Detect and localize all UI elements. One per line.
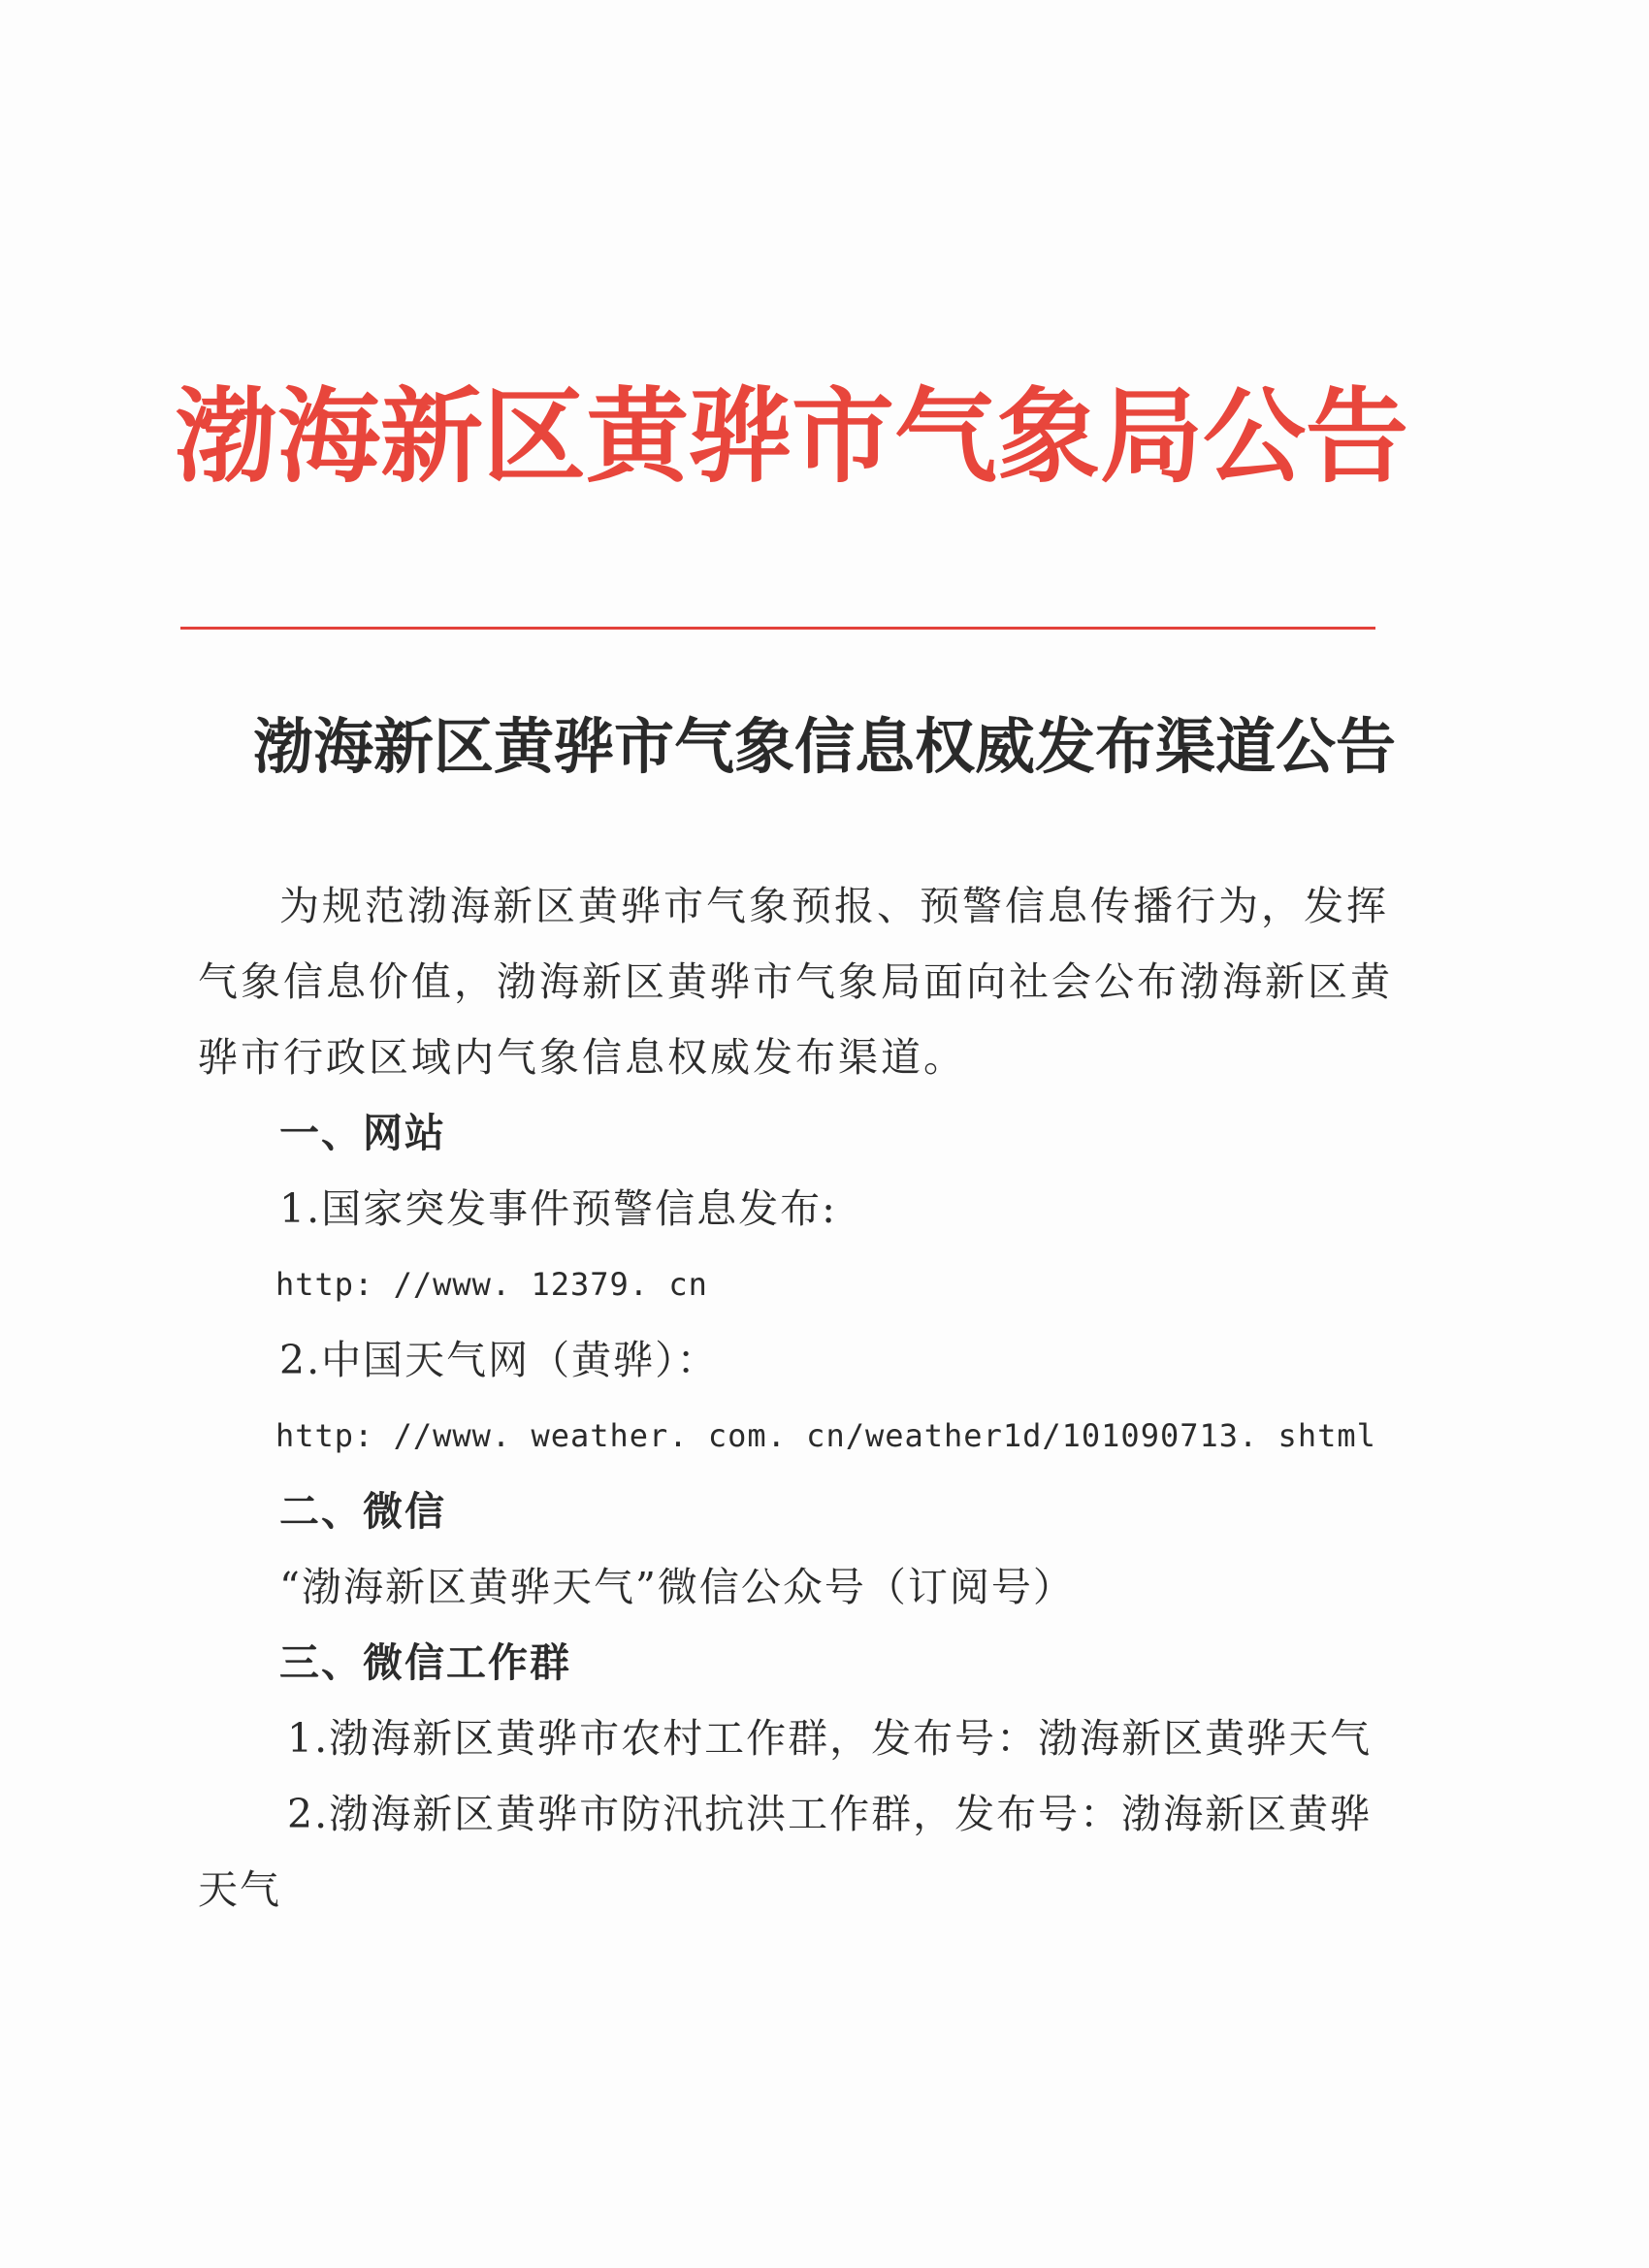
wechat-group-item-1: 1.渤海新区黄骅市农村工作群，发布号：渤海新区黄骅天气 xyxy=(287,1715,1373,1762)
document-body xyxy=(198,868,1401,1928)
wechat-account-item: “渤海新区黄骅天气”微信公众号（订阅号） xyxy=(279,1564,1075,1610)
website-item-2-label: 2.中国天气网（黄骅）： xyxy=(279,1337,719,1383)
wechat-group-item-2: 2.渤海新区黄骅市防汛抗洪工作群，发布号：渤海新区黄骅天气 xyxy=(198,1791,1373,1913)
section-heading-wechat-groups: 三、微信工作群 xyxy=(279,1639,571,1686)
website-item-1-url: http: //www. 12379. cn xyxy=(275,1266,708,1303)
website-item-2-url: http: //www. weather. com. cn/weather1d/101090713. shtml xyxy=(275,1417,1376,1454)
section-heading-wechat: 二、微信 xyxy=(279,1488,446,1535)
website-item-1-label: 1.国家突发事件预警信息发布: xyxy=(279,1185,837,1232)
intro-paragraph: 为规范渤海新区黄骅市气象预报、预警信息传播行为，发挥气象信息价值，渤海新区黄骅市气象局面向社会公布渤海新区黄骅市行政区域内气象信息权威发布渠道。 xyxy=(198,883,1393,1081)
document-title: 渤海新区黄骅市气象信息权威发布渠道公告 xyxy=(252,711,1396,782)
masthead-title: 渤海新区黄骅市气象局公告 xyxy=(175,375,1408,497)
section-heading-website: 一、网站 xyxy=(279,1110,446,1156)
red-divider-line xyxy=(180,627,1375,630)
